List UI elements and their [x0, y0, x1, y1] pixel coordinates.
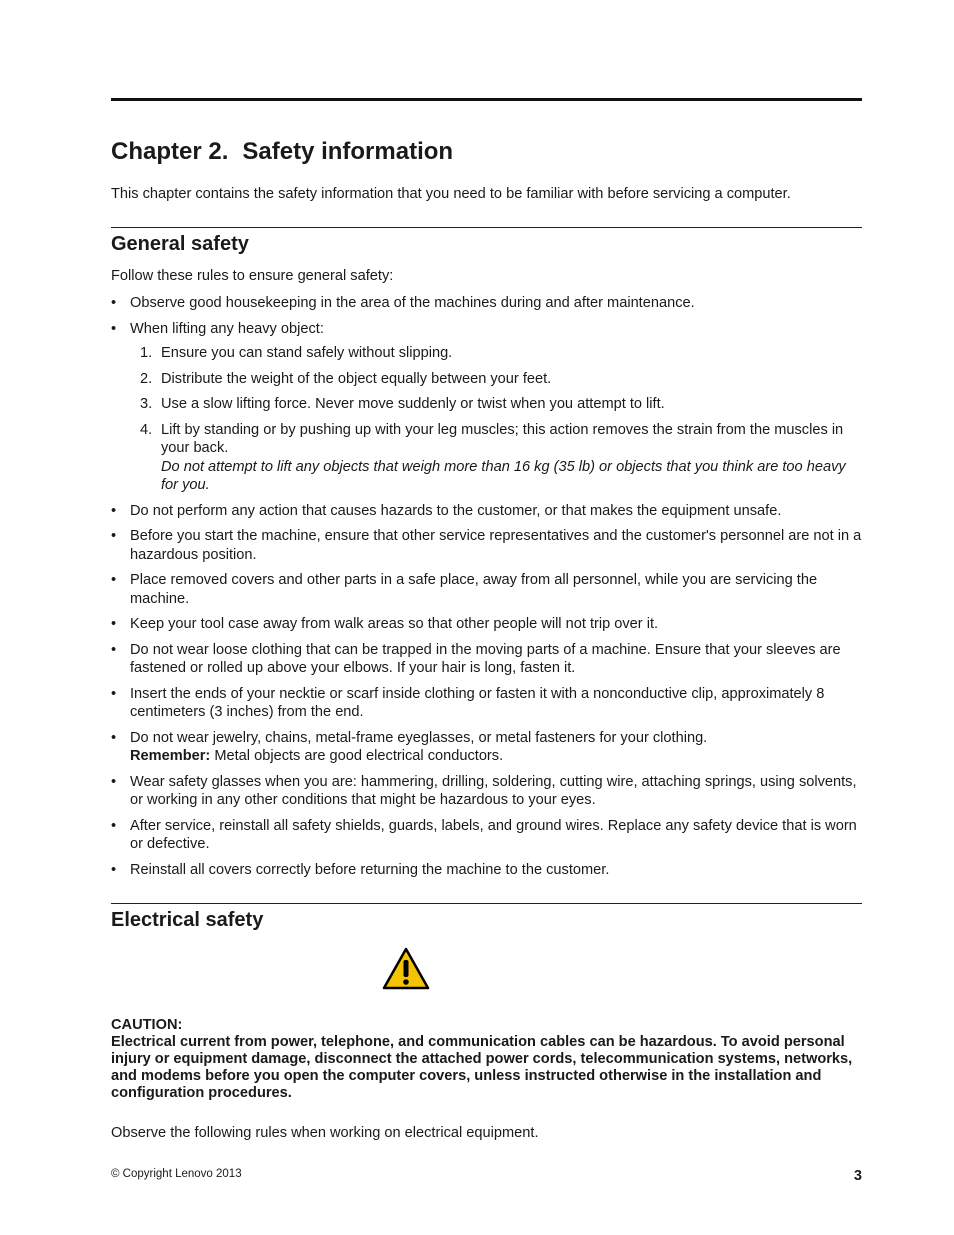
- footer-page-number: 3: [853, 1168, 862, 1184]
- lifting-step: 2. Distribute the weight of the object equally between your feet.: [140, 370, 552, 387]
- list-item: • When lifting any heavy object: 1. Ensure you can stand safely without slipping. 2. Distribute the weight of the object equally between your feet. 3. Use a slow lifting force. Never move suddenly or twist when you attempt to lift. 4. Lift by standing or by pushing up with your leg muscles; this action removes the strain from the muscles in your back. Do not attempt to lift any objects that weigh more than 16 kg (35 lb) or objects that you think are too heavy for you.: [111, 320, 862, 495]
- list-item: • Keep your tool case away from walk areas so that other people will not trip over it.: [111, 616, 659, 632]
- lifting-weight-note: Do not attempt to lift any objects that weigh more than 16 kg (35 lb) or objects that you think are too heavy for you.: [161, 458, 846, 493]
- list-item: • Observe good housekeeping in the area of the machines during and after maintenance.: [111, 295, 695, 311]
- footer-copyright: © Copyright Lenovo 2013: [111, 1168, 242, 1180]
- lifting-step: 4. Lift by standing or by pushing up with your leg muscles; this action removes the strain from the muscles in your back. Do not attempt to lift any objects that weigh more than 16 kg (35 lb) or objects that you think are too heavy for you.: [130, 421, 862, 495]
- remember-text: Metal objects are good electrical conductors.: [214, 748, 504, 764]
- general-safety-list: [111, 294, 862, 879]
- list-item: • Do not perform any action that causes hazards to the customer, or that makes the equipment unsafe.: [111, 502, 782, 519]
- chapter-label: Chapter 2.: [111, 138, 229, 165]
- section-title-general-safety: General safety: [111, 233, 249, 255]
- caution-label: CAUTION:: [111, 1017, 183, 1033]
- remember-label: Remember:: [130, 748, 211, 764]
- warning-triangle-icon: [382, 947, 430, 991]
- list-item: • After service, reinstall all safety shields, guards, labels, and ground wires. Replace any safety device that is worn or defective.: [111, 817, 857, 852]
- list-item: • Do not wear loose clothing that can be trapped in the moving parts of a machine. Ensure that your sleeves are fastened or rolled up above your elbows. If your hair is long, fasten it.: [111, 641, 841, 676]
- list-item: • Reinstall all covers correctly before returning the machine to the customer.: [111, 861, 610, 878]
- lifting-step: 3. Use a slow lifting force. Never move suddenly or twist when you attempt to lift.: [140, 396, 665, 412]
- caution-text: Electrical current from power, telephone, and communication cables can be hazardous. To avoid personal injury or equipment damage, disconnect the attached power cords, telecommunication systems, networks, and modems before you open the computer covers, unless instructed otherwise in the installation and configuration procedures.: [111, 1034, 853, 1101]
- general-safety-lead: Follow these rules to ensure general safety:: [111, 268, 394, 284]
- chapter-intro: This chapter contains the safety information that you need to be familiar with before servicing a computer.: [111, 186, 791, 202]
- chapter-heading: [111, 137, 862, 167]
- chapter-title: Safety information: [242, 138, 454, 165]
- section-rule-general: [111, 227, 862, 228]
- list-item: • Insert the ends of your necktie or scarf inside clothing or fasten it with a nonconductive clip, approximately 8 centimeters (3 inches) from the end.: [111, 685, 825, 720]
- section-title-electrical-safety: Electrical safety: [111, 909, 264, 931]
- list-item: • Before you start the machine, ensure that other service representatives and the customer's personnel are not in a hazardous position.: [111, 528, 862, 563]
- list-item: • Do not wear jewelry, chains, metal-frame eyeglasses, or metal fasteners for your clothing. Remember: Metal objects are good electrical conductors.: [111, 729, 708, 764]
- document-page: [111, 98, 862, 1158]
- list-item: • Wear safety glasses when you are: hammering, drilling, soldering, cutting wire, attaching springs, using solvents, or working in any other conditions that might be hazardous to your eyes.: [111, 773, 857, 808]
- list-item: • Place removed covers and other parts in a safe place, away from all personnel, while you are servicing the machine.: [111, 572, 818, 607]
- section-rule-electrical: [111, 903, 862, 904]
- lifting-step: 1. Ensure you can stand safely without slipping.: [140, 345, 453, 361]
- electrical-observe-text: Observe the following rules when working on electrical equipment.: [111, 1125, 539, 1141]
- chapter-top-rule: [111, 98, 862, 101]
- lifting-steps-list: [130, 344, 862, 495]
